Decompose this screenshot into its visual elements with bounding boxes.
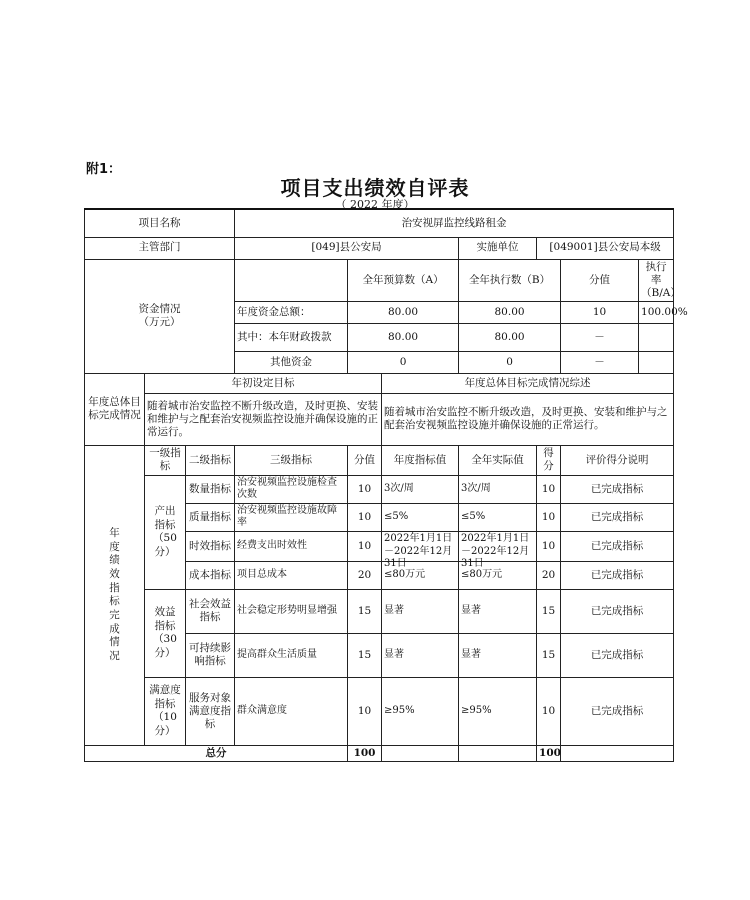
report-year: （ 2022 年度） bbox=[335, 198, 415, 211]
score-cell: 15 bbox=[537, 589, 561, 633]
group-output: 产出指标（50分） bbox=[145, 475, 186, 589]
project-name-row bbox=[85, 209, 674, 237]
project-name-label: 项目名称 bbox=[85, 209, 235, 237]
project-name-value: 治安视屏监控线路租金 bbox=[235, 209, 674, 237]
level2-cell: 可持续影响指标 bbox=[186, 633, 235, 677]
level3-cell: 治安视频监控设施检查次数 bbox=[235, 475, 348, 503]
goals-header-row bbox=[85, 373, 674, 393]
level3-cell: 项目总成本 bbox=[235, 561, 348, 589]
target-cell: 显著 bbox=[382, 589, 459, 633]
funds-row-value: － bbox=[561, 351, 639, 373]
funds-row-rate bbox=[639, 323, 674, 351]
level2-cell: 服务对象满意度指标 bbox=[186, 677, 235, 745]
comment-cell: 已完成指标 bbox=[561, 503, 674, 531]
target-cell: 3次/周 bbox=[382, 475, 459, 503]
col-rate: 执行率（B/A） bbox=[639, 259, 674, 301]
value-cell: 10 bbox=[348, 531, 382, 561]
goals-label: 年度总体目标完成情况 bbox=[85, 373, 145, 445]
target-cell: ≤80万元 bbox=[382, 561, 459, 589]
dept-value: [049]县公安局 bbox=[235, 237, 459, 259]
h-level2: 二级指标 bbox=[186, 445, 235, 475]
score-cell: 10 bbox=[537, 475, 561, 503]
score-cell: 15 bbox=[537, 633, 561, 677]
comment-cell: 已完成指标 bbox=[561, 475, 674, 503]
target-cell: 显著 bbox=[382, 633, 459, 677]
funds-row-budget: 80.00 bbox=[348, 323, 459, 351]
indicators-label: 年度绩效指标完成情况 bbox=[85, 445, 145, 745]
total-blank bbox=[382, 745, 459, 761]
funds-label: 资金情况 （万元） bbox=[85, 259, 235, 373]
funds-header-row bbox=[85, 259, 674, 301]
actual-cell: ≤5% bbox=[459, 503, 537, 531]
total-score: 100 bbox=[537, 745, 561, 761]
actual-cell: ≤80万元 bbox=[459, 561, 537, 589]
value-cell: 10 bbox=[348, 475, 382, 503]
value-cell: 10 bbox=[348, 677, 382, 745]
level3-cell: 提高群众生活质量 bbox=[235, 633, 348, 677]
actual-cell: 显著 bbox=[459, 633, 537, 677]
actual-cell: 显著 bbox=[459, 589, 537, 633]
unit-label: 实施单位 bbox=[459, 237, 537, 259]
comment-cell: 已完成指标 bbox=[561, 561, 674, 589]
level3-cell: 群众满意度 bbox=[235, 677, 348, 745]
target-cell: ≥95% bbox=[382, 677, 459, 745]
value-cell: 15 bbox=[348, 589, 382, 633]
score-cell: 10 bbox=[537, 503, 561, 531]
goals-set-label: 年初设定目标 bbox=[145, 373, 382, 393]
col-budget: 全年预算数（A） bbox=[348, 259, 459, 301]
level3-cell: 社会稳定形势明显增强 bbox=[235, 589, 348, 633]
level3-cell: 经费支出时效性 bbox=[235, 531, 348, 561]
score-cell: 10 bbox=[537, 531, 561, 561]
actual-cell: ≥95% bbox=[459, 677, 537, 745]
level2-cell: 质量指标 bbox=[186, 503, 235, 531]
comment-cell: 已完成指标 bbox=[561, 677, 674, 745]
col-exec: 全年执行数（B） bbox=[459, 259, 561, 301]
h-score: 得分 bbox=[537, 445, 561, 475]
score-cell: 20 bbox=[537, 561, 561, 589]
h-target: 年度指标值 bbox=[382, 445, 459, 475]
funds-blank bbox=[235, 259, 348, 301]
evaluation-table bbox=[84, 208, 688, 762]
funds-row-rate bbox=[639, 351, 674, 373]
funds-row-budget: 0 bbox=[348, 351, 459, 373]
h-value: 分值 bbox=[348, 445, 382, 475]
comment-cell: 已完成指标 bbox=[561, 531, 674, 561]
goals-done-text: 随着城市治安监控不断升级改造，及时更换、安装和维护与之配套治安视频监控设施并确保设施的正常运行。 bbox=[382, 393, 674, 445]
actual-cell: 2022年1月1日－2022年12月31日 bbox=[459, 531, 537, 561]
goals-text-row bbox=[85, 393, 674, 445]
value-cell: 15 bbox=[348, 633, 382, 677]
page-title: 项目支出绩效自评表 bbox=[280, 176, 470, 200]
indicator-row bbox=[85, 589, 674, 633]
total-row bbox=[85, 745, 674, 761]
group-benefit: 效益指标（30分） bbox=[145, 589, 186, 677]
level2-cell: 时效指标 bbox=[186, 531, 235, 561]
funds-row-name: 年度资金总额： bbox=[235, 301, 348, 323]
total-value: 100 bbox=[348, 745, 382, 761]
group-satisfaction: 满意度指标（10分） bbox=[145, 677, 186, 745]
goals-set-text: 随着城市治安监控不断升级改造，及时更换、安装和维护与之配套治安视频监控设施并确保设施的正常运行。 bbox=[145, 393, 382, 445]
level2-cell: 成本指标 bbox=[186, 561, 235, 589]
score-cell: 10 bbox=[537, 677, 561, 745]
dept-label: 主管部门 bbox=[85, 237, 235, 259]
funds-row-exec: 0 bbox=[459, 351, 561, 373]
h-actual: 全年实际值 bbox=[459, 445, 537, 475]
total-blank bbox=[459, 745, 537, 761]
h-level1: 一级指标 bbox=[145, 445, 186, 475]
total-label: 总分 bbox=[85, 745, 348, 761]
funds-row-value: － bbox=[561, 323, 639, 351]
funds-row-budget: 80.00 bbox=[348, 301, 459, 323]
value-cell: 20 bbox=[348, 561, 382, 589]
unit-value: [049001]县公安局本级 bbox=[537, 237, 674, 259]
indicator-row bbox=[85, 475, 674, 503]
funds-row-exec: 80.00 bbox=[459, 301, 561, 323]
actual-cell: 3次/周 bbox=[459, 475, 537, 503]
funds-row-exec: 80.00 bbox=[459, 323, 561, 351]
funds-row-name: 其中：本年财政拨款 bbox=[235, 323, 348, 351]
comment-cell: 已完成指标 bbox=[561, 633, 674, 677]
indicator-row bbox=[85, 677, 674, 745]
target-cell: 2022年1月1日－2022年12月31日 bbox=[382, 531, 459, 561]
level2-cell: 社会效益指标 bbox=[186, 589, 235, 633]
value-cell: 10 bbox=[348, 503, 382, 531]
h-comment: 评价得分说明 bbox=[561, 445, 674, 475]
indicator-header-row bbox=[85, 445, 674, 475]
funds-row-name: 其他资金 bbox=[235, 351, 348, 373]
total-blank bbox=[561, 745, 674, 761]
funds-row-value: 10 bbox=[561, 301, 639, 323]
annex-label: 附1： bbox=[86, 162, 122, 177]
target-cell: ≤5% bbox=[382, 503, 459, 531]
level2-cell: 数量指标 bbox=[186, 475, 235, 503]
department-row bbox=[85, 237, 674, 259]
comment-cell: 已完成指标 bbox=[561, 589, 674, 633]
col-score-value: 分值 bbox=[561, 259, 639, 301]
funds-row-rate: 100.00% bbox=[639, 301, 674, 323]
goals-done-label: 年度总体目标完成情况综述 bbox=[382, 373, 674, 393]
h-level3: 三级指标 bbox=[235, 445, 348, 475]
level3-cell: 治安视频监控设施故障率 bbox=[235, 503, 348, 531]
